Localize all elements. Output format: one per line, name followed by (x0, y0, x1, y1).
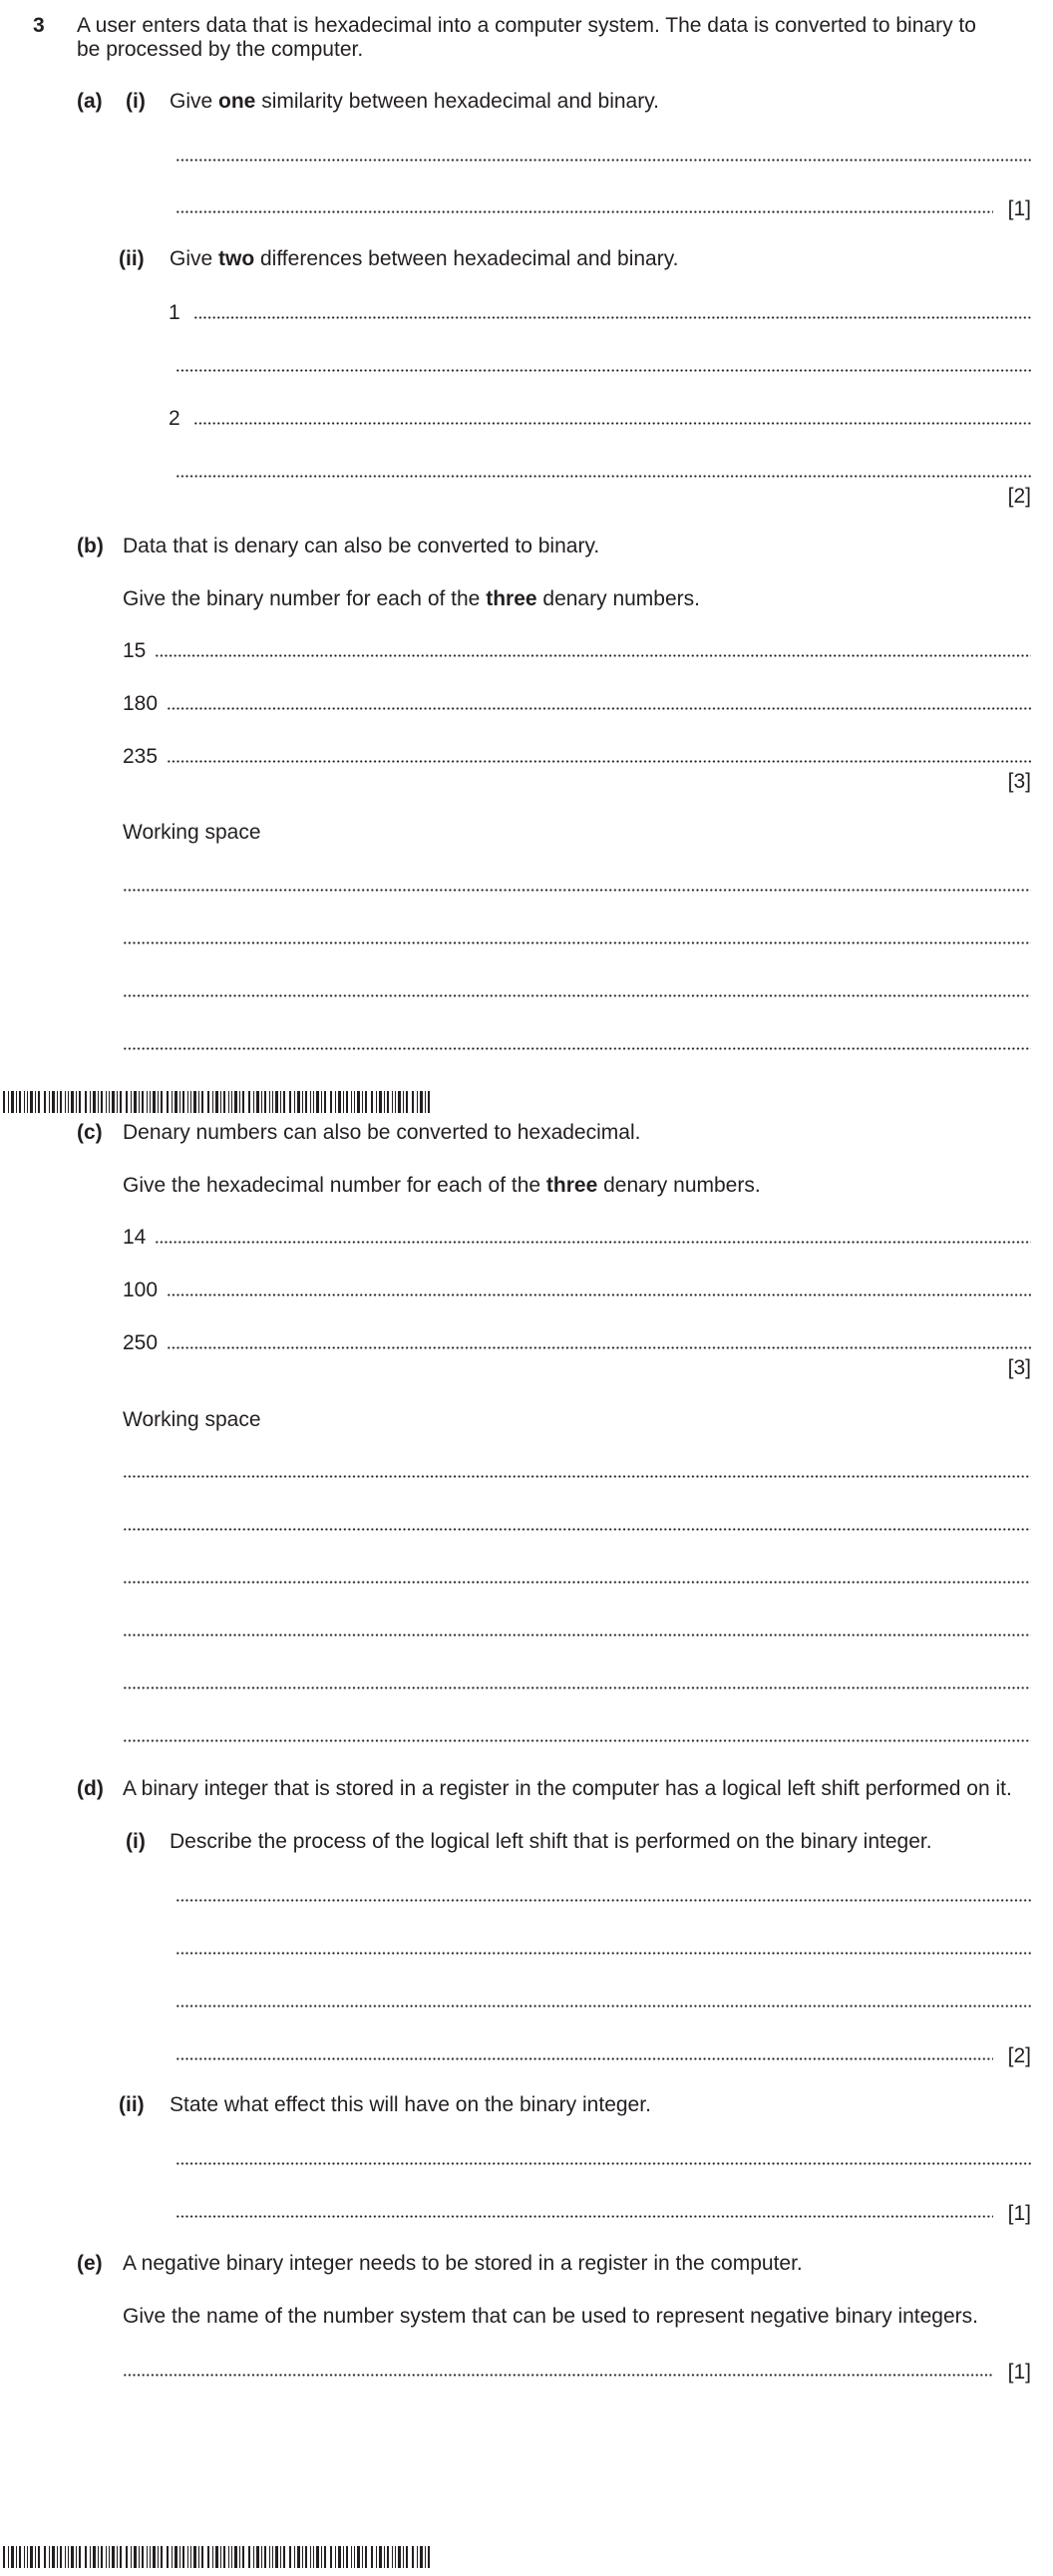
part-d-label: (d) (77, 1777, 104, 1800)
denary-100-label: 100 (123, 1279, 159, 1301)
answer-line-e[interactable] (123, 2374, 993, 2377)
part-e-instruction: Give the name of the number system that can be used to represent negative binary integers. (123, 2305, 978, 2328)
answer-line-d-i-1[interactable] (176, 1899, 1031, 1902)
answer-line-a-ii-3[interactable] (193, 422, 1031, 425)
part-c-instruction: Give the hexadecimal number for each of the three denary numbers. (123, 1174, 761, 1197)
part-d-i-question: Describe the process of the logical left shift that is performed on the binary integer. (170, 1830, 932, 1853)
answer-line-a-i-2[interactable] (176, 210, 993, 213)
answer-line-d-i-3[interactable] (176, 2005, 1031, 2008)
working-line-c-4[interactable] (123, 1634, 1031, 1637)
answer-line-a-ii-4[interactable] (176, 475, 1031, 478)
answer-line-c-250[interactable] (167, 1346, 1031, 1349)
barcode-top (3, 1091, 432, 1113)
working-line-c-5[interactable] (123, 1686, 1031, 1689)
answer-line-d-i-4[interactable] (176, 2057, 993, 2060)
denary-235-label: 235 (123, 745, 159, 768)
part-e-label: (e) (77, 2252, 103, 2275)
denary-180-label: 180 (123, 692, 159, 715)
working-space-label-b: Working space (123, 821, 261, 844)
marks-d-ii: [1] (1007, 2202, 1031, 2225)
working-space-label-c: Working space (123, 1408, 261, 1431)
marks-d-i: [2] (1007, 2044, 1031, 2067)
part-d-ii-label: (ii) (119, 2093, 145, 2116)
part-c-text: Denary numbers can also be converted to hexadecimal. (123, 1121, 641, 1144)
working-line-c-2[interactable] (123, 1528, 1031, 1531)
working-line-c-6[interactable] (123, 1739, 1031, 1742)
part-b-instruction: Give the binary number for each of the three denary numbers. (123, 587, 700, 610)
marks-a-i: [1] (1007, 197, 1031, 220)
working-line-b-3[interactable] (123, 994, 1031, 997)
part-d-i-label: (i) (126, 1830, 146, 1853)
part-b-text: Data that is denary can also be converted to binary. (123, 535, 600, 557)
barcode-top-graphic (3, 1091, 432, 1113)
part-a-ii-label: (ii) (119, 247, 145, 270)
question-stem-line1: A user enters data that is hexadecimal into a computer system. The data is converted to binary to (77, 14, 976, 37)
working-line-b-4[interactable] (123, 1047, 1031, 1050)
answer-line-a-ii-1[interactable] (193, 316, 1031, 319)
answer-line-d-ii-2[interactable] (176, 2215, 993, 2218)
part-a-i-label: (i) (126, 90, 146, 113)
answer-line-d-i-2[interactable] (176, 1952, 1031, 1955)
working-line-c-1[interactable] (123, 1475, 1031, 1478)
marks-e: [1] (1007, 2361, 1031, 2384)
part-a-i-question: Give one similarity between hexadecimal and binary. (170, 90, 659, 113)
answer-line-b-15[interactable] (155, 654, 1031, 657)
question-number: 3 (33, 14, 45, 37)
answer-line-b-180[interactable] (167, 707, 1031, 710)
denary-14-label: 14 (123, 1226, 147, 1249)
answer-line-a-i-1[interactable] (176, 159, 1031, 162)
barcode-bottom-graphic (3, 2546, 432, 2568)
part-d-text: A binary integer that is stored in a register in the computer has a logical left shift performed on it. (123, 1777, 1012, 1800)
working-line-b-1[interactable] (123, 889, 1031, 892)
marks-a-ii: [2] (1007, 485, 1031, 508)
marks-b: [3] (1007, 770, 1031, 793)
part-b-label: (b) (77, 535, 104, 557)
part-a-label: (a) (77, 90, 103, 113)
marks-c: [3] (1007, 1356, 1031, 1379)
working-line-c-3[interactable] (123, 1581, 1031, 1584)
answer-line-d-ii-1[interactable] (176, 2162, 1031, 2165)
part-e-text: A negative binary integer needs to be stored in a register in the computer. (123, 2252, 803, 2275)
answer-line-c-100[interactable] (167, 1293, 1031, 1296)
part-d-ii-question: State what effect this will have on the binary integer. (170, 2093, 651, 2116)
working-line-b-2[interactable] (123, 941, 1031, 944)
part-c-label: (c) (77, 1121, 103, 1144)
question-stem-line2: be processed by the computer. (77, 38, 364, 61)
answer-line-c-14[interactable] (155, 1241, 1031, 1244)
answer-line-a-ii-2[interactable] (176, 369, 1031, 372)
denary-250-label: 250 (123, 1331, 159, 1354)
denary-15-label: 15 (123, 639, 147, 662)
item-number-2: 2 (169, 407, 180, 430)
barcode-bottom (3, 2546, 432, 2568)
part-a-ii-question: Give two differences between hexadecimal and binary. (170, 247, 679, 270)
answer-line-b-235[interactable] (167, 760, 1031, 763)
item-number-1: 1 (169, 301, 180, 324)
